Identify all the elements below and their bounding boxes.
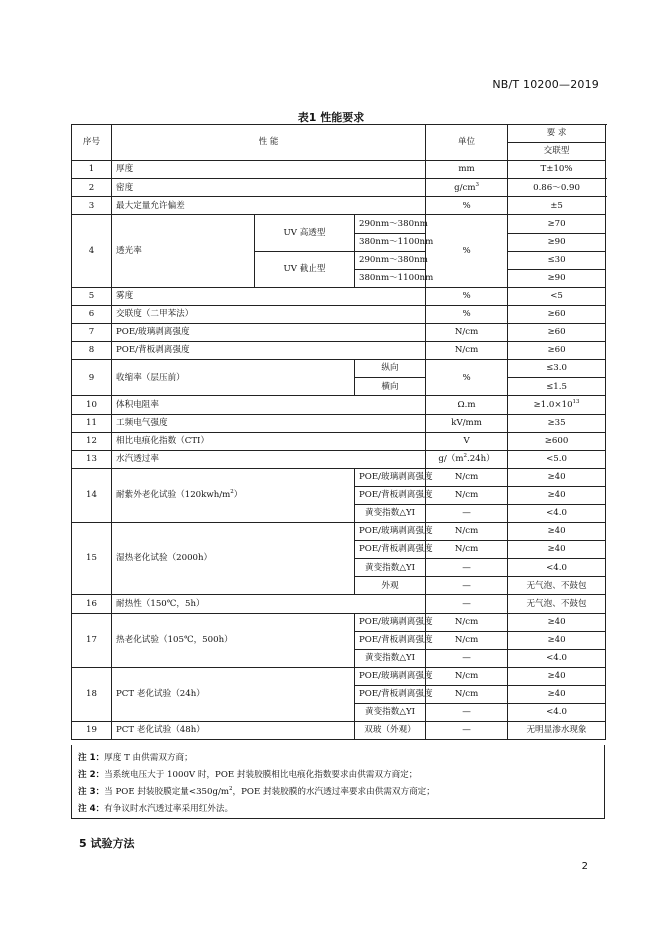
note-label: 注 1： [78,753,105,763]
row-number: 15 [72,523,112,595]
section-heading: 5 试验方法 [79,837,135,850]
crosslinked-value: ≥60 [508,324,606,342]
header-unit: 单位 [426,125,508,161]
table-header-row [72,125,606,143]
table-row [72,360,606,378]
unit-cell: % [426,305,508,323]
crosslinked-value: <4.0 [508,704,606,722]
performance-requirements-table [71,124,606,740]
note-1 [78,750,598,767]
unit-cell: — [426,722,508,740]
subitem-cell: 黄变指数△YI [355,704,426,722]
crosslinked-value: ≥40 [508,486,606,504]
crosslinked-value: <5 [508,287,606,305]
table-row [72,414,606,432]
crosslinked-value: 无气泡、不鼓包 [508,577,606,595]
property-cell: POE/玻璃剥离强度 [112,324,426,342]
row-number: 19 [72,722,112,740]
subitem-cell: 外观 [355,577,426,595]
row-number: 17 [72,613,112,667]
note-3 [78,784,598,801]
note-text: 厚度 T 由供需双方商； [104,753,193,763]
note-label: 注 3： [78,787,105,797]
row-number: 1 [72,161,112,179]
crosslinked-value: ≥40 [508,685,606,703]
crosslinked-value: <4.0 [508,559,606,577]
crosslinked-value [508,396,606,414]
note-4 [78,801,598,818]
table-row [72,523,606,541]
unit-cell [426,450,508,468]
subitem-cell: POE/背板剥离强度 [355,541,426,559]
table-row [72,595,606,613]
unit-cell: % [426,360,508,396]
property-cell: 最大定量允许偏差 [112,197,426,215]
crosslinked-value: ≥60 [508,342,606,360]
row-number: 14 [72,468,112,522]
unit-cell: N/cm [426,342,508,360]
unit-cell: % [426,215,508,287]
property-cell: 水汽透过率 [112,450,426,468]
property-text: 耐紫外老化试验（120kwh/m [116,490,231,501]
crosslinked-value: ≥40 [508,613,606,631]
property-cell [112,468,355,522]
crosslinked-value: ≥40 [508,541,606,559]
note-2 [78,767,598,784]
unit-text: g/cm [454,182,476,193]
crosslinked-value: ≥90 [508,269,606,287]
unit-cell: N/cm [426,685,508,703]
table-row [72,161,606,179]
property-cell: 体积电阻率 [112,396,426,414]
table-row [72,613,606,631]
property-cell: 密度 [112,179,426,197]
crosslinked-value: ≤30 [508,251,606,269]
unit-cell: — [426,559,508,577]
row-number: 5 [72,287,112,305]
unit-cell: — [426,577,508,595]
subitem-cell: POE/玻璃剥离强度 [355,468,426,486]
note-label: 注 4： [78,804,105,814]
crosslinked-value: <4.0 [508,504,606,522]
unit-cell: — [426,704,508,722]
row-number: 2 [72,179,112,197]
subitem-cell: 纵向 [355,360,426,378]
crosslinked-value: <5.0 [508,450,606,468]
unit-cell: N/cm [426,631,508,649]
property-cell: 交联度（二甲苯法） [112,305,426,323]
crosslinked-value: ≥600 [508,432,606,450]
crosslinked-value: ≥40 [508,631,606,649]
crosslinked-value: ≥40 [508,667,606,685]
property-cell: 收缩率（层压前） [112,360,355,396]
crosslinked-value: ≥60 [508,305,606,323]
crosslinked-value: ≤1.5 [508,378,606,396]
table-row [72,342,606,360]
subitem-cell: 横向 [355,378,426,396]
unit-cell: N/cm [426,667,508,685]
page-number: 2 [581,861,588,872]
row-number: 11 [72,414,112,432]
property-cell: 耐热性（150℃，5h） [112,595,426,613]
unit-cell: % [426,197,508,215]
table-row [72,450,606,468]
subitem-cell: POE/背板剥离强度 [355,685,426,703]
header-requirement: 要 求 [508,125,606,143]
property-cell: 热老化试验（105℃，500h） [112,613,355,667]
row-number: 13 [72,450,112,468]
crosslinked-value: <4.0 [508,649,606,667]
crosslinked-value: ≥35 [508,414,606,432]
table-row [72,432,606,450]
note-label: 注 2： [78,770,105,780]
table-row [72,215,606,233]
crosslinked-value: 无明显渗水现象 [508,722,606,740]
wavelength-cell: 290nm～380nm [355,215,426,233]
row-number: 7 [72,324,112,342]
crosslinked-value: 无气泡、不鼓包 [508,595,606,613]
table-row [72,287,606,305]
unit-cell: — [426,504,508,522]
wavelength-cell: 380nm～1100nm [355,233,426,251]
unit-superscript: 2 [463,453,467,460]
unit-cell: N/cm [426,468,508,486]
table-row [72,722,606,740]
row-number: 4 [72,215,112,287]
subitem-cell: 黄变指数△YI [355,559,426,577]
unit-cell: kV/mm [426,414,508,432]
unit-cell [426,179,508,197]
property-cell: 厚度 [112,161,426,179]
unit-cell: N/cm [426,613,508,631]
crosslinked-value: ≤3.0 [508,360,606,378]
table-row [72,667,606,685]
subitem-cell: POE/玻璃剥离强度 [355,613,426,631]
standard-code: NB/T 10200—2019 [492,78,599,91]
crosslinked-value: ≥70 [508,215,606,233]
note-text: 当系统电压大于 1000V 时，POE 封装胶膜相比电痕化指数要求由供需双方商定； [104,770,418,780]
header-crosslinked: 交联型 [508,143,606,161]
subgroup-cell: UV 高透型 [255,215,355,251]
unit-cell: V [426,432,508,450]
property-cell: PCT 老化试验（24h） [112,667,355,721]
table-row [72,396,606,414]
row-number: 16 [72,595,112,613]
unit-cell: N/cm [426,486,508,504]
header-seq: 序号 [72,125,112,161]
note-superscript: 2 [229,786,233,793]
subitem-cell: POE/玻璃剥离强度 [355,523,426,541]
value-exponent: 13 [572,398,580,405]
unit-text: g/（m [438,453,464,464]
table-notes [71,745,605,819]
unit-cell: — [426,649,508,667]
row-number: 8 [72,342,112,360]
note-tail: ，POE 封装胶膜的水汽透过率要求由供需双方商定； [232,787,435,797]
subitem-cell: POE/背板剥离强度 [355,631,426,649]
crosslinked-value: ≥40 [508,468,606,486]
table-row [72,179,606,197]
table-row [72,324,606,342]
wavelength-cell: 290nm～380nm [355,251,426,269]
row-number: 3 [72,197,112,215]
value-cell: 0.86～0.90 [508,179,606,197]
row-number: 12 [72,432,112,450]
note-text: 有争议时水汽透过率采用红外法。 [104,804,234,814]
row-number: 10 [72,396,112,414]
wavelength-cell: 380nm～1100nm [355,269,426,287]
crosslinked-value: ≥40 [508,523,606,541]
property-cell: POE/背板剥离强度 [112,342,426,360]
property-cell: 雾度 [112,287,426,305]
subgroup-cell: UV 截止型 [255,251,355,287]
unit-cell: — [426,595,508,613]
property-cell: 透光率 [112,215,255,287]
header-property: 性 能 [112,125,426,161]
value-text: ≥1.0×10 [533,399,573,410]
property-cell: 湿热老化试验（2000h） [112,523,355,595]
subitem-cell: 双玻（外观） [355,722,426,740]
row-number: 18 [72,667,112,721]
unit-cell: N/cm [426,523,508,541]
property-cell: 工频电气强度 [112,414,426,432]
unit-cell: % [426,287,508,305]
property-superscript: 2 [230,489,234,496]
row-number: 9 [72,360,112,396]
row-number: 6 [72,305,112,323]
unit-cell: Ω.m [426,396,508,414]
unit-cell: N/cm [426,324,508,342]
subitem-cell: POE/背板剥离强度 [355,486,426,504]
subitem-cell: 黄变指数△YI [355,649,426,667]
property-tail: ） [233,490,243,501]
subitem-cell: 黄变指数△YI [355,504,426,522]
property-cell: 相比电痕化指数（CTI） [112,432,426,450]
table-row [72,305,606,323]
unit-tail: .24h） [466,453,495,464]
crosslinked-value: ≥90 [508,233,606,251]
unit-cell: N/cm [426,541,508,559]
value-cell: T±10% [508,161,606,179]
table-row [72,468,606,486]
table-title: 表1 性能要求 [297,111,365,124]
subitem-cell: POE/玻璃剥离强度 [355,667,426,685]
unit-cell: mm [426,161,508,179]
value-cell: ±5 [508,197,606,215]
note-text: 当 POE 封装胶膜定量<350g/m [104,787,230,797]
table-row [72,197,606,215]
property-cell: PCT 老化试验（48h） [112,722,355,740]
unit-superscript: 3 [475,181,479,188]
